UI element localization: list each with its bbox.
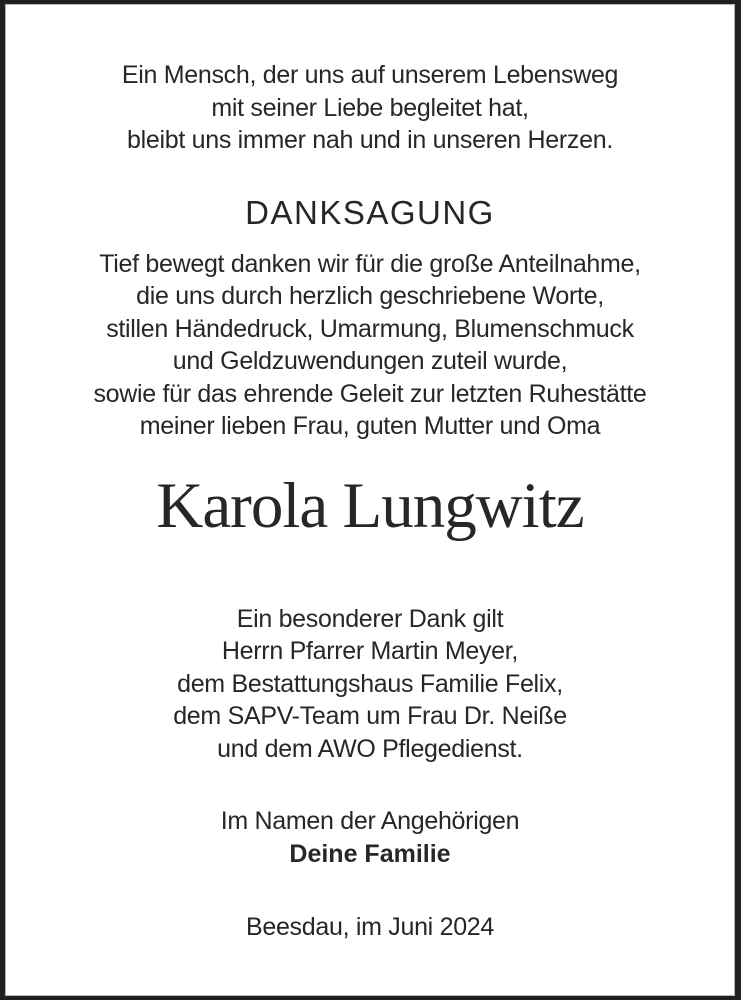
epigraph-line: bleibt uns immer nah und in unseren Herzen.	[127, 126, 613, 154]
danksagung-heading: DANKSAGUNG	[245, 193, 495, 231]
closing-line: Im Namen der Angehörigen	[220, 807, 520, 835]
epigraph-line: mit seiner Liebe begleitet hat,	[211, 93, 529, 122]
special-thanks-line: dem SAPV-Team um Frau Dr. Neiße	[173, 702, 567, 730]
epigraph-line: Ein Mensch, der uns auf unserem Lebensweg	[121, 61, 619, 89]
deceased-name: Karola Lungwitz	[156, 469, 584, 542]
thanks-line: Tief bewegt danken wir für die große Anteilnahme,	[99, 249, 641, 278]
thanks-line: die uns durch herzlich geschriebene Worte,	[136, 282, 604, 310]
epigraph-verse	[6, 59, 734, 157]
thanks-line: und Geldzuwendungen zuteil wurde,	[172, 347, 568, 375]
notice-content-area	[6, 5, 734, 995]
thanks-line: sowie für das ehrende Geleit zur letzten Ruhestätte	[93, 379, 647, 408]
place-date-line: Beesdau, im Juni 2024	[245, 913, 495, 941]
special-thanks-line: dem Bestattungshaus Familie Felix,	[177, 669, 563, 698]
notice-border-frame	[5, 4, 735, 996]
special-thanks-paragraph	[6, 603, 734, 766]
special-thanks-line: Ein besonderer Dank gilt	[236, 604, 504, 633]
special-thanks-line: und dem AWO Pflegedienst.	[217, 734, 523, 763]
thanks-line: stillen Händedruck, Umarmung, Blumenschmuck	[106, 314, 634, 343]
special-thanks-line: Herrn Pfarrer Martin Meyer,	[221, 637, 519, 665]
family-signature: Deine Familie	[289, 839, 451, 868]
closing-block	[6, 805, 734, 870]
thanks-line: meiner lieben Frau, guten Mutter und Oma	[139, 412, 601, 440]
thanks-paragraph	[6, 248, 734, 443]
